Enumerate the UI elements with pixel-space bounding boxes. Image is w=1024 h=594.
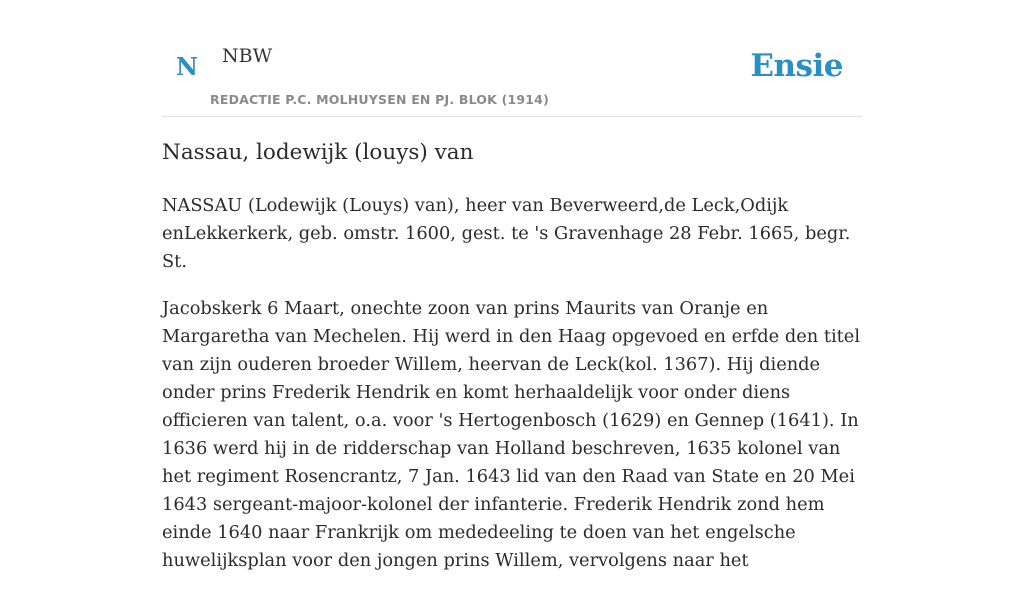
source-logo[interactable]: N: [176, 52, 198, 81]
article-title: Nassau, lodewijk (louys) van: [162, 140, 474, 165]
source-credit: REDACTIE P.C. MOLHUYSEN EN PJ. BLOK (1914): [210, 92, 549, 107]
article-body: [162, 192, 867, 594]
site-header: [162, 0, 862, 117]
brand-logo[interactable]: Ensie: [750, 48, 843, 84]
source-name[interactable]: NBW: [222, 45, 273, 67]
article-paragraph: NASSAU (Lodewijk (Louys) van), heer van Beverweerd,de Leck,Odijk enLekkerkerk, geb. omstr. 1600, gest. te 's Gravenhage 28 Febr. 1665, begr. St.: [162, 195, 851, 272]
article-paragraph: Jacobskerk 6 Maart, onechte zoon van prins Maurits van Oranje en Margaretha van Mechelen. Hij werd in den Haag opgevoed en erfde den titel van zijn ouderen broeder Willem, heervan de Leck(kol. 1367). Hij diende onder prins Frederik Hendrik en komt herhaaldelijk voor onder diens officieren van talent, o.a. voor 's Hertogenbosch (1629) en Gennep (1641). In 1636 werd hij in de ridderschap van Holland beschreven, 1635 kolonel van het regiment Rosencrantz, 7 Jan. 1643 lid van den Raad van State en 20 Mei 1643 sergeant-majoor-kolonel der infanterie. Frederik Hendrik zond hem einde 1640 naar Frankrijk om mededeeling te doen van het engelsche huwelijksplan voor den jongen prins Willem, vervolgens naar het: [162, 298, 861, 571]
